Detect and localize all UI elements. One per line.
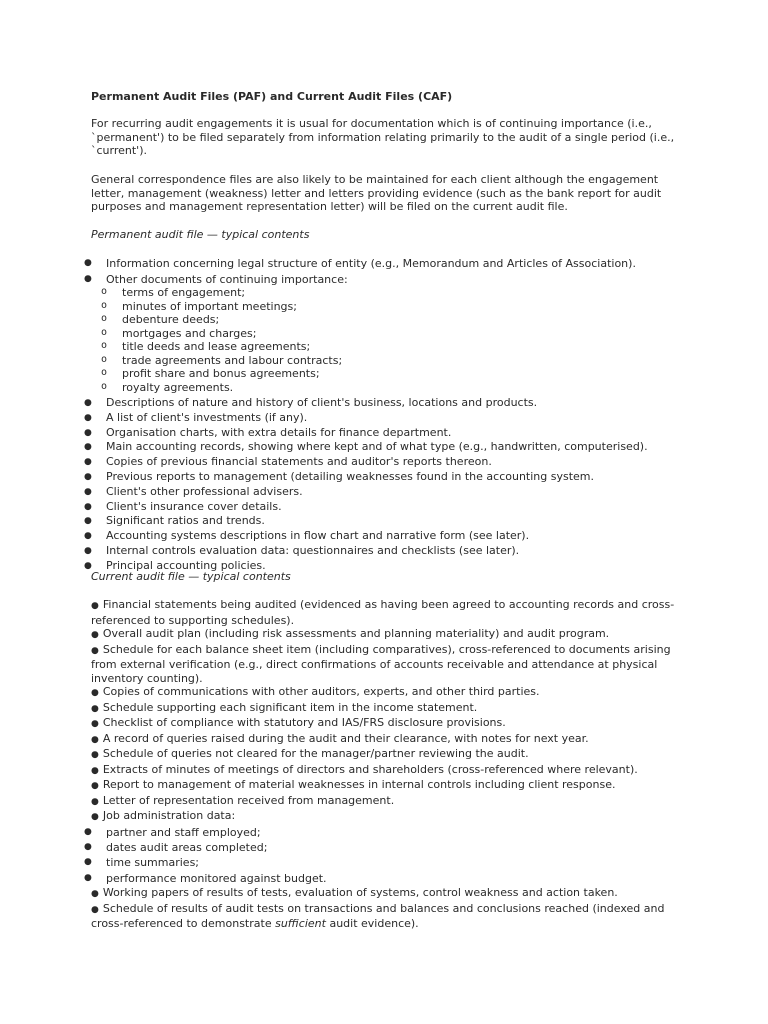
bullet-icon: ● — [84, 442, 92, 453]
bullet-icon: ● — [84, 486, 92, 497]
bullet-icon: ● — [84, 501, 92, 512]
bullet-icon: ● — [91, 719, 99, 729]
circle-bullet-icon: o — [101, 340, 108, 351]
bullet-icon: ● — [91, 630, 99, 640]
list-item — [0, 627, 768, 643]
emphasis-word: sufficient — [275, 917, 326, 931]
list-item-text-after: audit evidence). — [325, 917, 419, 931]
job-sub-item — [0, 825, 768, 840]
bullet-icon: ● — [91, 703, 99, 714]
list-item-text: Working papers of results of tests, evaluation of systems, control weakness and action taken. — [102, 886, 618, 900]
list-item — [0, 902, 768, 931]
list-item-text: A list of client's investments (if any). — [106, 410, 308, 424]
bullet-icon: ● — [84, 841, 92, 852]
list-item — [0, 514, 768, 529]
list-item — [0, 440, 768, 455]
job-sub-item-text: dates audit areas completed; — [106, 840, 268, 854]
list-item — [0, 685, 768, 701]
bullet-icon: ● — [91, 688, 99, 698]
list-item — [0, 529, 768, 544]
sub-list-item — [0, 340, 768, 354]
bullet-icon: ● — [84, 531, 92, 542]
bullet-icon: ● — [91, 601, 99, 611]
list-item — [0, 485, 768, 500]
bullet-icon: ● — [84, 398, 92, 408]
bullet-icon: ● — [84, 457, 92, 468]
list-item-text: Internal controls evaluation data: questionnaires and checklists (see later). — [106, 543, 520, 557]
list-item-text-before: Schedule of results of audit tests on transactions and balances and conclusions reached (indexed and cross-referenced to demonstrate — [91, 901, 665, 931]
list-item-text: Other documents of continuing importance: — [106, 272, 348, 286]
bullet-icon: ● — [91, 765, 99, 776]
current-file-heading: Current audit file — typical contents — [91, 570, 291, 583]
bullet-icon: ● — [84, 560, 92, 571]
list-item-text: Schedule supporting each significant item in the income statement. — [102, 700, 478, 714]
list-item-text: Client's insurance cover details. — [106, 499, 282, 513]
list-item-text: Main accounting records, showing where kept and of what type (e.g., handwritten, computerised). — [106, 440, 648, 454]
sub-list-item-text: trade agreements and labour contracts; — [122, 353, 343, 367]
sub-list-item-text: title deeds and lease agreements; — [122, 340, 311, 353]
list-item-text: Significant ratios and trends. — [106, 514, 265, 528]
permanent-file-heading: Permanent audit file — typical contents — [91, 228, 310, 241]
list-item-text: Overall audit plan (including risk assessments and planning materiality) and audit program. — [102, 627, 610, 640]
sub-list-item — [0, 381, 768, 395]
bullet-icon: ● — [84, 857, 92, 868]
list-item-text: Job administration data: — [102, 809, 236, 822]
list-item-text: Descriptions of nature and history of client's business, locations and products. — [106, 396, 538, 409]
list-item — [0, 732, 768, 748]
circle-bullet-icon: o — [101, 313, 108, 324]
list-item-text: Principal accounting policies. — [106, 558, 266, 572]
list-item-text: Schedule for each balance sheet item (including comparatives), cross-referenced to documents arising from external verification (e.g., direct confirmations of accounts receivable and attendance at physical inventory counting). — [91, 642, 671, 685]
list-item — [0, 643, 768, 686]
list-item — [0, 455, 768, 470]
list-item — [0, 794, 768, 810]
bullet-icon: ● — [91, 796, 99, 807]
document-title: Permanent Audit Files (PAF) and Current Audit Files (CAF) — [91, 90, 453, 103]
sub-list-item-text: debenture deeds; — [122, 313, 220, 326]
sub-list-item-text: terms of engagement; — [122, 286, 246, 299]
list-item — [0, 544, 768, 559]
current-file-list — [0, 598, 768, 931]
list-item — [0, 257, 768, 271]
job-sub-item — [0, 871, 768, 886]
permanent-file-list — [0, 257, 768, 574]
sub-list-item — [0, 354, 768, 368]
bullet-icon: ● — [84, 826, 92, 837]
list-item — [0, 778, 768, 794]
list-item-text: Letter of representation received from management. — [102, 793, 395, 807]
list-item-text: Financial statements being audited (evidenced as having been agreed to accounting records and cross-referenced to supporting schedules). — [91, 598, 675, 627]
bullet-icon: ● — [91, 889, 99, 900]
bullet-icon: ● — [84, 258, 92, 268]
list-item — [0, 809, 768, 825]
list-item-text: Extracts of minutes of meetings of directors and shareholders (cross-referenced where relevant). — [102, 762, 638, 776]
bullet-icon: ● — [84, 471, 92, 482]
bullet-icon: ● — [84, 872, 92, 883]
sub-list-item — [0, 286, 768, 300]
list-item — [0, 886, 768, 902]
bullet-icon: ● — [91, 734, 99, 745]
list-item-text: Information concerning legal structure of entity (e.g., Memorandum and Articles of Association). — [106, 257, 636, 270]
circle-bullet-icon: o — [101, 286, 108, 297]
list-item-text: Schedule of queries not cleared for the manager/partner reviewing the audit. — [102, 747, 529, 760]
bullet-icon: ● — [91, 904, 99, 915]
sub-list-item-text: profit share and bonus agreements; — [122, 367, 320, 380]
circle-bullet-icon: o — [101, 299, 108, 311]
job-sub-item-text: time summaries; — [106, 856, 200, 870]
job-sub-item — [0, 840, 768, 855]
sub-list-item — [0, 300, 768, 314]
list-item — [0, 763, 768, 779]
sub-list-item — [0, 367, 768, 381]
sub-list-item-text: royalty agreements. — [122, 380, 234, 394]
bullet-icon: ● — [84, 427, 92, 438]
bullet-icon: ● — [84, 545, 92, 556]
correspondence-paragraph: General correspondence files are also likely to be maintained for each client although the engagement letter, management (weakness) letter and letters providing evidence (such as the bank report for audit purposes and management representation letter) will be filed on the current audit file. — [91, 173, 662, 213]
sub-list-item — [0, 313, 768, 327]
sub-list-item — [0, 327, 768, 341]
list-item — [0, 470, 768, 485]
list-item — [0, 396, 768, 411]
list-item-text: A record of queries raised during the audit and their clearance, with notes for next year. — [102, 731, 589, 745]
intro-paragraph: For recurring audit engagements it is usual for documentation which is of continuing importance (i.e., `permanent') to be filed separately from information relating primarily to the audit of a single period (i.e., `current'). — [91, 117, 675, 157]
bullet-icon: ● — [84, 412, 92, 423]
circle-bullet-icon: o — [101, 353, 108, 365]
list-item — [0, 273, 768, 287]
circle-bullet-icon: o — [101, 326, 108, 338]
bullet-icon: ● — [91, 812, 99, 822]
list-item-text: Copies of communications with other auditors, experts, and other third parties. — [102, 685, 540, 698]
bullet-icon: ● — [91, 645, 99, 656]
list-item — [0, 500, 768, 515]
list-item-text: Accounting systems descriptions in flow chart and narrative form (see later). — [106, 529, 530, 543]
list-item-text: Copies of previous financial statements and auditor's reports thereon. — [106, 455, 492, 469]
sub-list-item-text: mortgages and charges; — [122, 326, 257, 340]
bullet-icon: ● — [84, 516, 92, 527]
list-item-text: Checklist of compliance with statutory and IAS/FRS disclosure provisions. — [102, 716, 506, 729]
list-item — [0, 747, 768, 763]
bullet-icon: ● — [91, 781, 99, 791]
list-item-text: Report to management of material weaknesses in internal controls including client response. — [102, 778, 616, 791]
job-sub-item-text: performance monitored against budget. — [106, 871, 327, 885]
list-item — [0, 411, 768, 426]
sub-list-item-text: minutes of important meetings; — [122, 299, 297, 313]
bullet-icon: ● — [91, 750, 99, 760]
list-item — [0, 598, 768, 627]
list-item-text: Client's other professional advisers. — [106, 484, 303, 498]
job-sub-item-text: partner and staff employed; — [106, 825, 261, 839]
job-sub-item — [0, 855, 768, 870]
list-item-text: Organisation charts, with extra details for finance department. — [106, 425, 452, 439]
circle-bullet-icon: o — [101, 380, 108, 392]
circle-bullet-icon: o — [101, 367, 108, 378]
bullet-icon: ● — [84, 273, 92, 284]
continuing-documents-sublist — [0, 286, 768, 394]
sub-list-wrapper — [0, 286, 768, 394]
list-item-text: Previous reports to management (detailing weaknesses found in the accounting system. — [106, 469, 595, 483]
list-item — [0, 426, 768, 441]
list-item — [0, 716, 768, 732]
list-item — [0, 701, 768, 717]
